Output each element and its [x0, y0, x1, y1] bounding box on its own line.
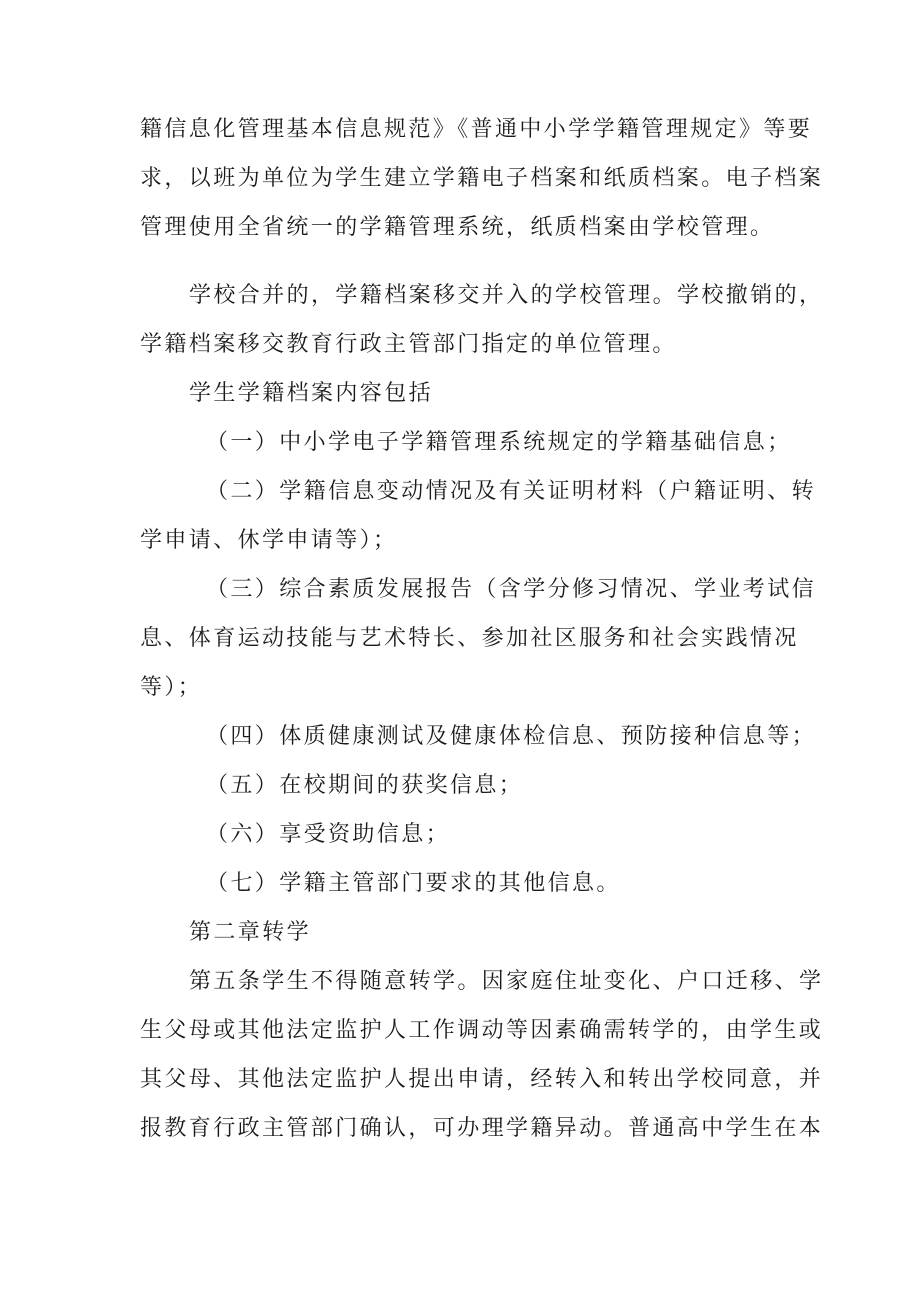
list-item: （三）综合素质发展报告（含学分修习情况、学业考试信: [206, 577, 817, 602]
paragraph-line: 学生学籍档案内容包括: [189, 381, 434, 406]
chapter-heading: 第二章转学: [189, 920, 312, 945]
list-item: （二）学籍信息变动情况及有关证明材料（户籍证明、转: [206, 479, 817, 504]
text-line: 籍信息化管理基本信息规范》《普通中小学学籍管理规定》等要: [140, 117, 813, 142]
text-line: 管理使用全省统一的学籍管理系统，纸质档案由学校管理。: [140, 215, 775, 240]
text-line: 其父母、其他法定监护人提出申请，经转入和转出学校同意，并: [140, 1067, 824, 1092]
list-item: （七）学籍主管部门要求的其他信息。: [206, 871, 621, 896]
text-line: 学籍档案移交教育行政主管部门指定的单位管理。: [140, 332, 677, 357]
text-line: 生父母或其他法定监护人工作调动等因素确需转学的，由学生或: [140, 1018, 824, 1043]
list-item: （五）在校期间的获奖信息；: [206, 773, 524, 798]
paragraph-line: 第五条学生不得随意转学。因家庭住址变化、户口迁移、学: [189, 969, 824, 994]
list-item: （六）享受资助信息；: [206, 822, 451, 847]
text-line: 学申请、休学申请等）；: [140, 528, 398, 553]
paragraph-line: 学校合并的，学籍档案移交并入的学校管理。学校撤销的，: [189, 283, 824, 308]
text-line: 报教育行政主管部门确认，可办理学籍异动。普通高中学生在本: [140, 1116, 824, 1141]
text-line: 求，以班为单位为学生建立学籍电子档案和纸质档案。电子档案: [140, 166, 824, 191]
text-line: 息、体育运动技能与艺术特长、参加社区服务和社会实践情况: [140, 626, 799, 651]
list-item: （四）体质健康测试及健康体检信息、预防接种信息等；: [206, 724, 817, 749]
text-line: 等）；: [140, 675, 203, 700]
list-item: （一）中小学电子学籍管理系统规定的学籍基础信息；: [206, 430, 792, 455]
